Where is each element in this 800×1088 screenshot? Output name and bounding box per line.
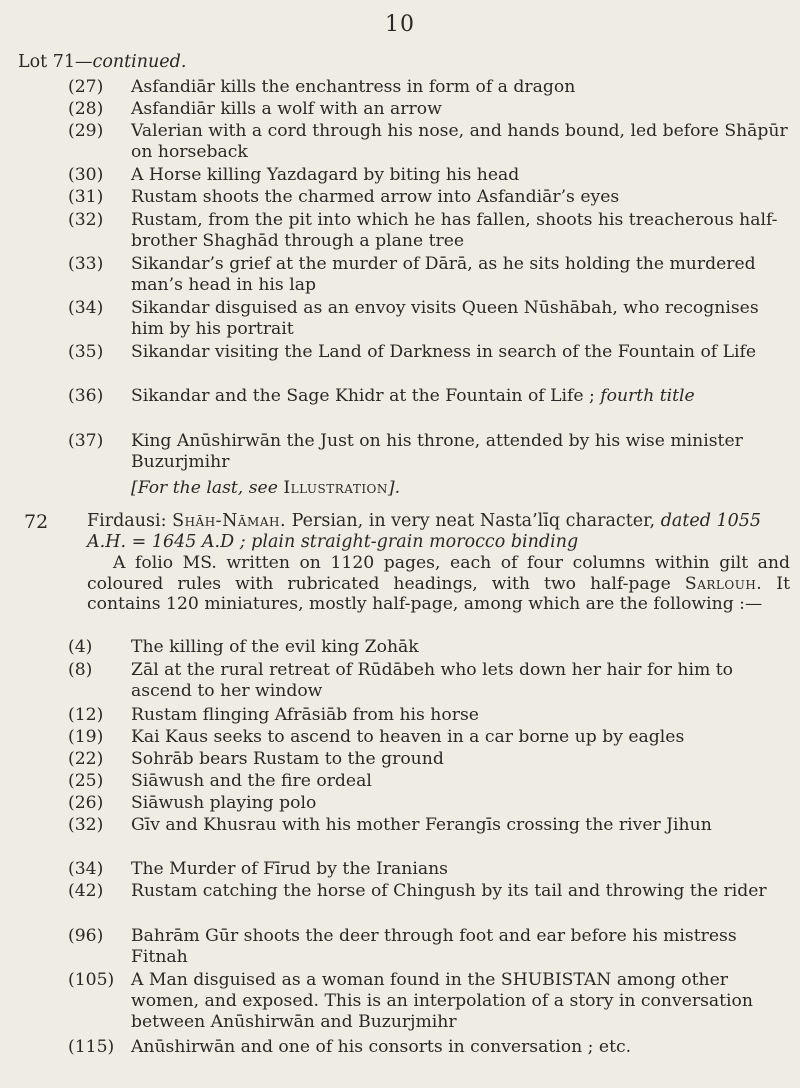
item-number: (105): [68, 970, 115, 990]
item-number: (115): [68, 1037, 115, 1057]
list-item: [68, 970, 788, 1033]
item-number: (32): [68, 815, 104, 835]
item-number: (96): [68, 926, 104, 946]
item-number: (19): [68, 727, 104, 747]
list-item: [68, 298, 788, 340]
item-text: The killing of the evil king Zohāk: [131, 637, 419, 657]
note-prefix: [For the last, see: [131, 478, 284, 498]
item-number: (25): [68, 771, 104, 791]
item-text: Sohrāb bears Rustam to the ground: [131, 749, 444, 769]
lot-72-date-binding: dated 1055 A.H. = 1645 A.D ; plain straight-grain morocco binding: [87, 511, 762, 552]
lot-71-label: Lot 71: [18, 52, 76, 72]
lot-72-title: Shāh-Nāmah.: [172, 511, 287, 531]
lot-72-description: Persian, in very neat Nasta’līq character,: [291, 511, 656, 531]
list-item: [68, 881, 788, 902]
item-number: (26): [68, 793, 104, 813]
list-item: [68, 77, 788, 98]
item-text: King Anūshirwān the Just on his throne, attended by his wise minister Buzurjmihr: [131, 431, 743, 472]
list-item: [68, 749, 788, 770]
item-text: Asfandiār kills the enchantress in form of a dragon: [131, 77, 576, 97]
illustration-note: [131, 478, 400, 498]
item-number: (4): [68, 637, 93, 657]
list-item: [68, 926, 788, 968]
body-sarlouh: Sarlouh.: [684, 573, 763, 594]
list-item: [68, 342, 788, 363]
list-item: [68, 431, 788, 473]
item-text: Sikandar’s grief at the murder of Dārā, as he sits holding the murdered man’s head in his lap: [131, 254, 756, 295]
item-text: Kai Kaus seeks to ascend to heaven in a car borne up by eagles: [131, 727, 685, 747]
note-reference: Illustration: [283, 478, 388, 498]
item-text: A Horse killing Yazdagard by biting his head: [131, 165, 520, 185]
item-number: (34): [68, 298, 104, 318]
item-text-main: Sikandar and the Sage Khidr at the Fountain of Life ;: [131, 386, 601, 406]
list-item: [68, 386, 788, 407]
item-text: The Murder of Fīrud by the Iranians: [131, 859, 448, 879]
list-item: [68, 793, 788, 814]
item-text: Rustam catching the horse of Chingush by its tail and throwing the rider: [131, 881, 767, 901]
item-number: (34): [68, 859, 104, 879]
item-text: Anūshirwān and one of his consorts in conversation ; etc.: [131, 1037, 632, 1057]
page-number: 10: [385, 12, 415, 37]
list-item: [68, 254, 788, 296]
list-item: [68, 210, 788, 252]
item-number: (12): [68, 705, 104, 725]
lot-72-heading: [87, 511, 787, 553]
body-text-2: It contains 120 miniatures, mostly half-page, among which are the following :—: [87, 573, 791, 614]
list-item: [68, 637, 788, 658]
item-text: Siāwush and the fire ordeal: [131, 771, 372, 791]
item-number: (8): [68, 660, 93, 680]
item-text: Rustam flinging Afrāsiāb from his horse: [131, 705, 479, 725]
list-item: [68, 859, 788, 880]
item-number: (32): [68, 210, 104, 230]
list-item: [68, 187, 788, 208]
item-number: (28): [68, 99, 104, 119]
item-number: (27): [68, 77, 104, 97]
item-number: (31): [68, 187, 104, 207]
item-text: A Man disguised as a woman found in the SHUBISTAN among other women, and exposed. This is an interpolation of a story in conversation between Anūshirwān and Buzurjmihr: [131, 970, 753, 1032]
item-number: (29): [68, 121, 104, 141]
list-item: [68, 121, 788, 163]
lot-72-body: [87, 553, 790, 615]
item-text: Zāl at the rural retreat of Rūdābeh who lets down her hair for him to ascend to her window: [131, 660, 733, 701]
lot-71-header: [18, 52, 186, 72]
item-text: Rustam, from the pit into which he has fallen, shoots his treacherous half-brother Shaghād through a plane tree: [131, 210, 778, 251]
item-text-italic: fourth title: [600, 386, 695, 406]
list-item: [68, 660, 788, 702]
item-number: (33): [68, 254, 104, 274]
item-number: (22): [68, 749, 104, 769]
body-text-1: A folio MS. written on 1120 pages, each of four columns within gilt and coloured rules with rubricated headings, with two half-page: [87, 553, 790, 594]
item-number: (42): [68, 881, 104, 901]
item-text: [131, 386, 788, 407]
item-text: Sikandar visiting the Land of Darkness in search of the Fountain of Life: [131, 342, 757, 362]
item-text: Bahrām Gūr shoots the deer through foot and ear before his mistress Fitnah: [131, 926, 737, 967]
list-item: [68, 727, 788, 748]
lot-72-author: Firdausi:: [87, 511, 167, 531]
list-item: [68, 165, 788, 186]
list-item: [68, 771, 788, 792]
list-item: [68, 1037, 788, 1058]
list-item: [68, 99, 788, 120]
item-number: (35): [68, 342, 104, 362]
item-text: Siāwush playing polo: [131, 793, 317, 813]
item-text: Valerian with a cord through his nose, and hands bound, led before Shāpūr on horseback: [131, 121, 788, 162]
list-item: [68, 815, 788, 836]
lot-72-number: 72: [24, 511, 49, 533]
item-text: Asfandiār kills a wolf with an arrow: [131, 99, 442, 119]
continued-label: —continued.: [75, 52, 187, 72]
list-item: [68, 705, 788, 726]
item-text: Gīv and Khusrau with his mother Ferangīs crossing the river Jihun: [131, 815, 712, 835]
item-number: (36): [68, 386, 104, 406]
note-suffix: ].: [387, 478, 401, 498]
item-text: Sikandar disguised as an envoy visits Queen Nūshābah, who recognises him by his portrait: [131, 298, 759, 339]
item-text: Rustam shoots the charmed arrow into Asfandiār’s eyes: [131, 187, 620, 207]
item-number: (37): [68, 431, 104, 451]
item-number: (30): [68, 165, 104, 185]
